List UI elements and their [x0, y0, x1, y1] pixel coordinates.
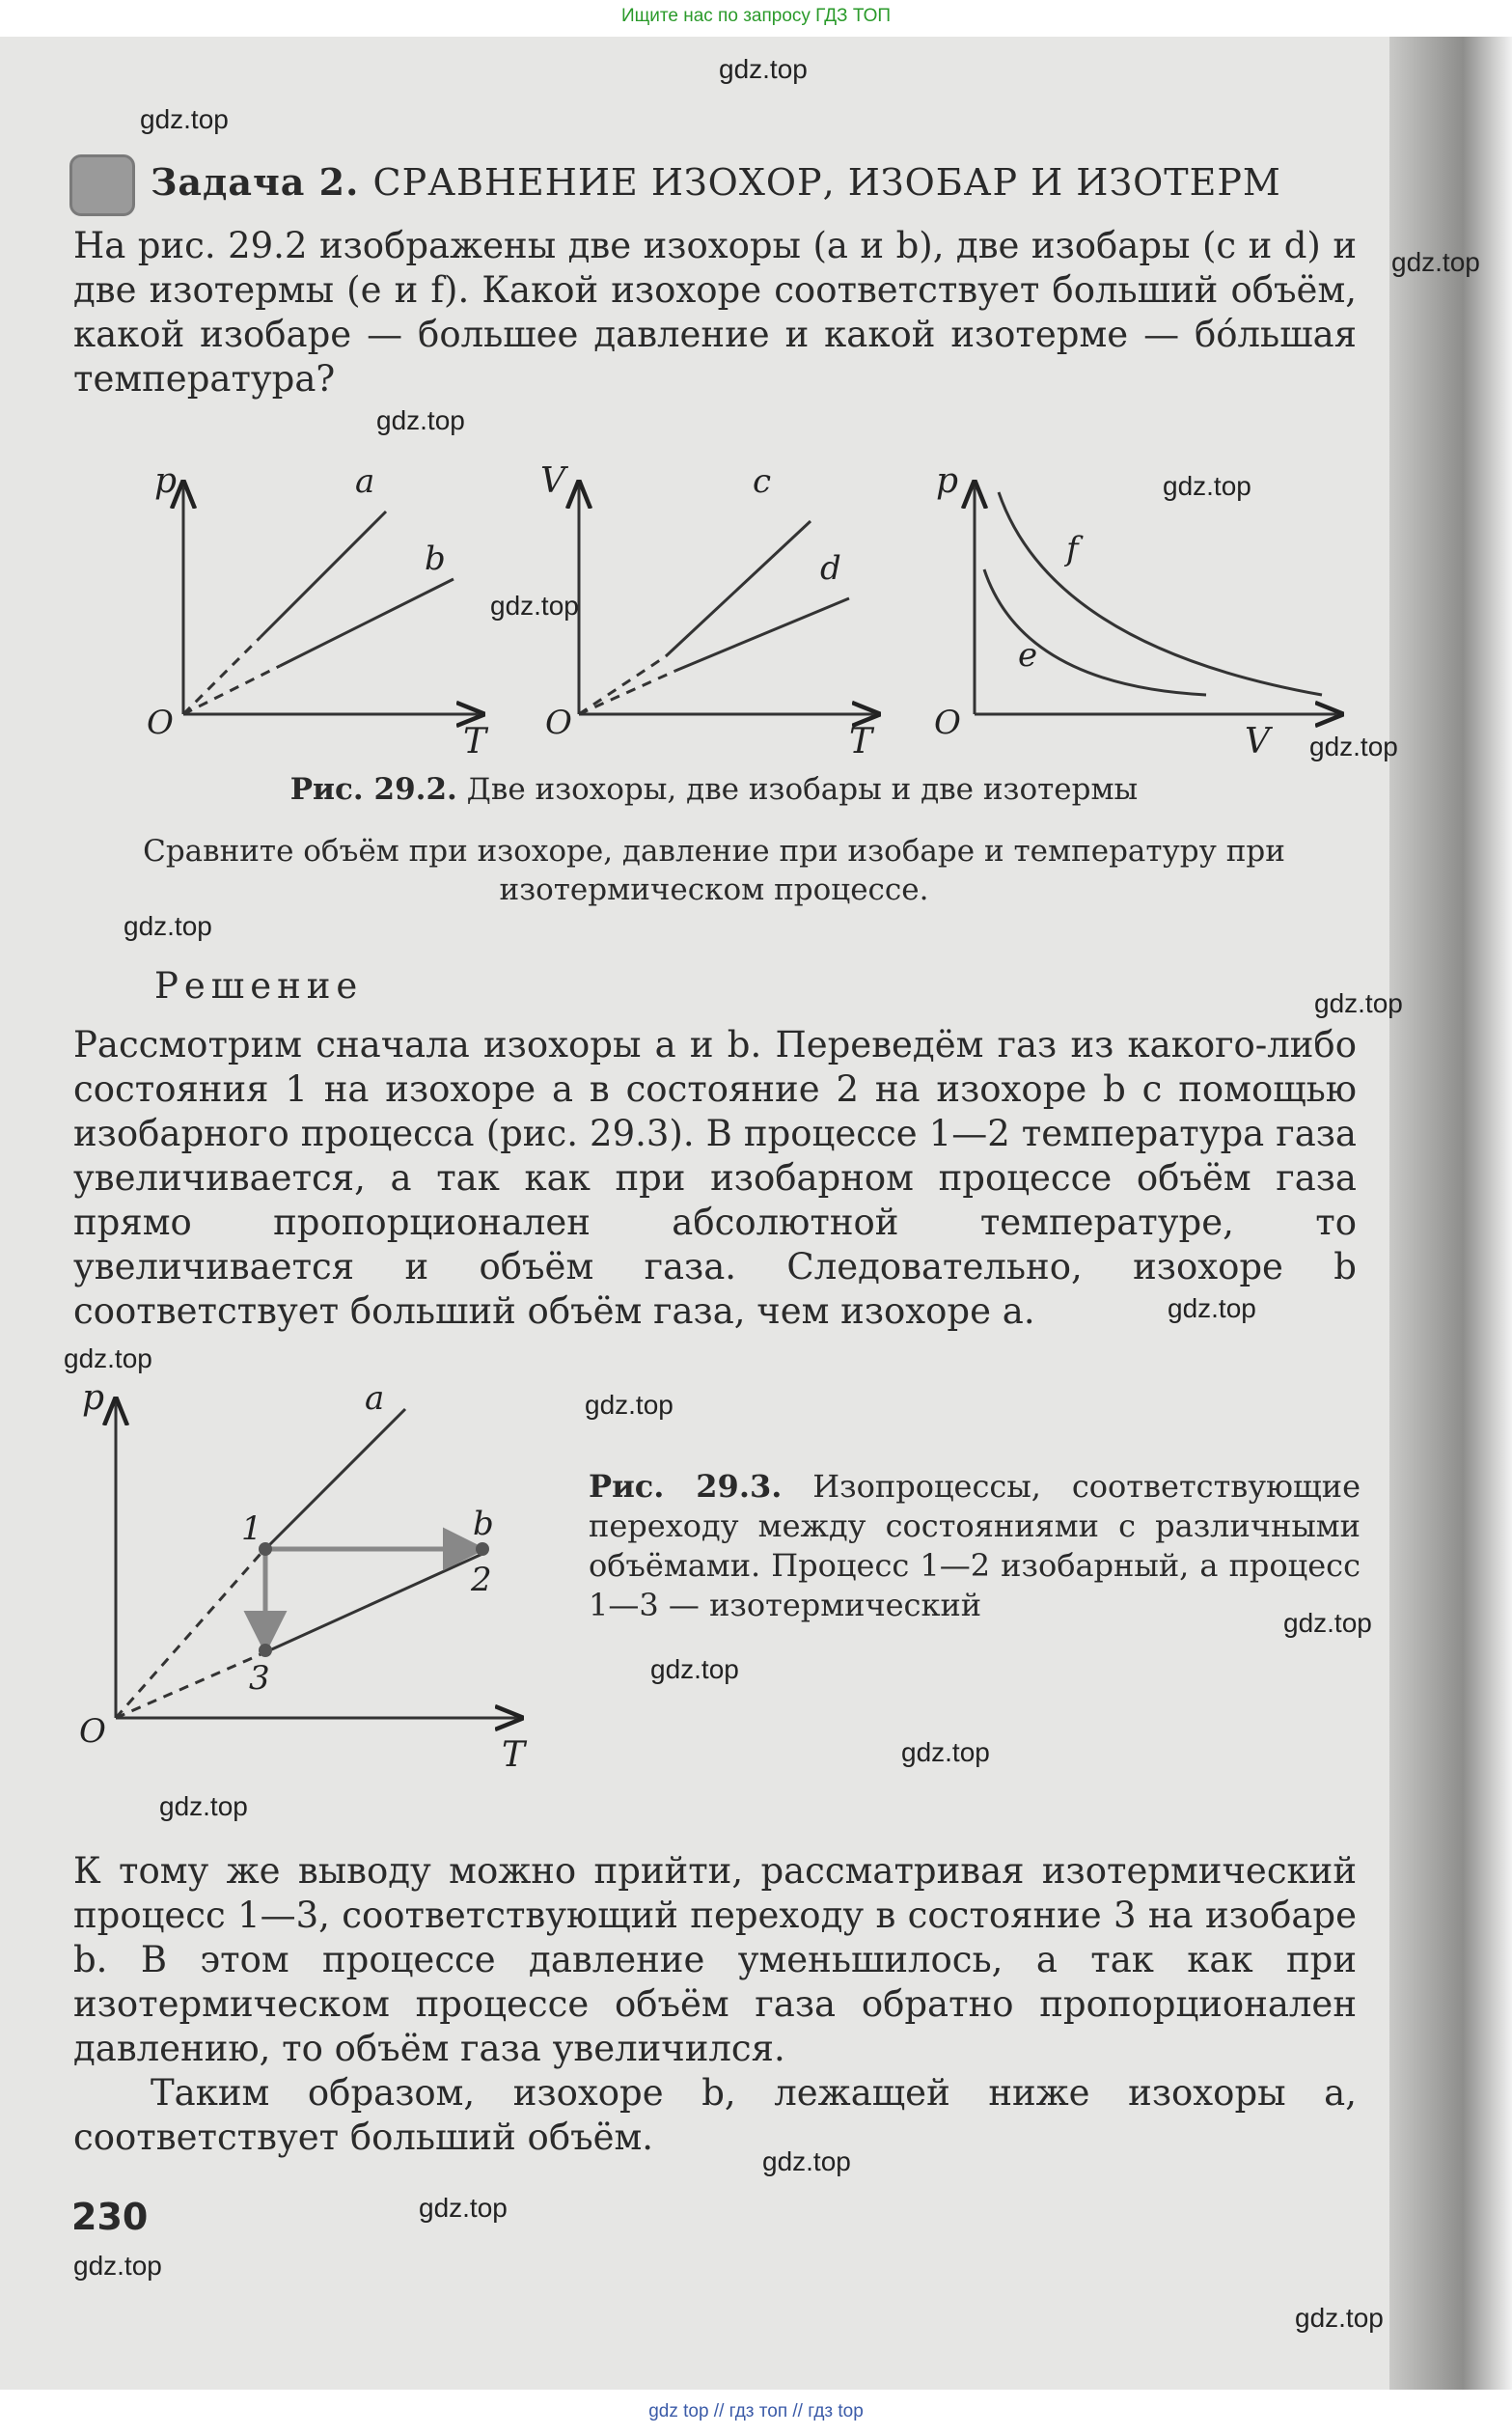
line-b-label: b — [425, 540, 446, 578]
watermark: gdz.top — [73, 2251, 162, 2281]
figure-29-3-caption-text: Изопроцессы, соответствующие переходу между состояниями с различными объёмами. Процесс 1—2 изобарный, а процесс 1—3 — изотермический — [589, 1468, 1361, 1623]
solution-paragraph-3: Таким образом, изохоре b, лежащей ниже изохоры a, соответствует больший объём. — [73, 2072, 1357, 2158]
fig3-line-a-label: a — [365, 1380, 385, 1418]
task-header — [69, 154, 1362, 216]
watermark: gdz.top — [719, 54, 808, 84]
watermark: gdz.top — [140, 104, 229, 134]
graph3-origin: O — [934, 704, 961, 742]
fig3-y-label: p — [82, 1380, 105, 1418]
solution-paragraph-2: К тому же выводу можно прийти, рассматривая изотермический процесс 1—3, соответствующий переходу в состояние 3 на изобаре b. В этом процессе давление уменьшилось, а так как при изотермическом процессе объём газа обратно пропорционален давлению, то объём газа увеличился. — [73, 1850, 1357, 2069]
point-3-label: 3 — [249, 1659, 270, 1698]
curve-e-label: e — [1018, 636, 1038, 675]
watermark: gdz.top — [1163, 471, 1251, 501]
top-banner[interactable]: Ищите нас по запросу ГДЗ ТОП — [620, 6, 892, 26]
watermark: gdz.top — [1283, 1608, 1372, 1638]
figure-29-2 — [135, 454, 1361, 772]
graph-isochores — [147, 461, 489, 761]
graph2-x-label: T — [849, 722, 873, 761]
figure-29-3-caption — [589, 1467, 1361, 1625]
graph1-origin: O — [147, 704, 174, 742]
graph-isobars — [540, 461, 878, 761]
watermark: gdz.top — [490, 591, 579, 621]
watermark: gdz.top — [159, 1791, 248, 1821]
fig3-origin: O — [79, 1712, 106, 1751]
watermark: gdz.top — [901, 1737, 990, 1767]
figure-29-2-caption — [193, 770, 1235, 809]
watermark: gdz.top — [64, 1343, 152, 1373]
curve-f-label: f — [1066, 530, 1079, 568]
solution-paragraph-1: Рассмотрим сначала изохоры a и b. Переведём газ из какого-либо состояния 1 на изохоре a в состояние 2 на изохоре b с помощью изобарного процесса (рис. 29.3). В процессе 1—2 температура газа увеличивается, а так как при изобарном процессе объём газа прямо пропорционален абсолютной температуре, то увеличивается и объём газа. Следовательно, изохоре b соответствует больший объём газа, чем изохоре a. — [73, 1024, 1357, 1332]
watermark: gdz.top — [124, 911, 212, 941]
point-1-label: 1 — [241, 1509, 262, 1548]
hint-text: Сравните объём при изохоре, давление при изобаре и температуру при изотермическом процессе. — [143, 834, 1285, 907]
figure-29-3 — [58, 1380, 560, 1785]
task-label: Задача 2. — [151, 160, 360, 204]
watermark: gdz.top — [419, 2193, 508, 2223]
watermark: gdz.top — [762, 2146, 851, 2176]
watermark: gdz.top — [1295, 2303, 1384, 2333]
fig3-x-label: T — [502, 1735, 526, 1775]
graph2-y-label: V — [540, 461, 565, 501]
watermark: gdz.top — [1391, 247, 1480, 277]
graph1-x-label: T — [463, 722, 487, 761]
watermark: gdz.top — [1168, 1293, 1256, 1323]
fig3-line-b-label: b — [473, 1505, 494, 1543]
task-title — [151, 160, 1281, 204]
page-number: 230 — [71, 2196, 149, 2238]
page-edge-shadow — [1389, 37, 1512, 2390]
graph3-y-label: p — [936, 461, 959, 501]
graph3-x-label: V — [1245, 722, 1270, 761]
watermark: gdz.top — [1309, 732, 1398, 761]
watermark: gdz.top — [1314, 988, 1403, 1018]
watermark: gdz.top — [585, 1390, 674, 1420]
graph1-y-label: p — [154, 461, 178, 501]
line-c-label: c — [753, 462, 772, 501]
watermark: gdz.top — [650, 1654, 739, 1684]
bottom-banner[interactable]: gdz top // гдз топ // гдз top — [648, 2401, 864, 2421]
graph2-origin: O — [545, 704, 572, 742]
task-icon — [69, 154, 135, 216]
figure-29-2-caption-text: Две изохоры, две изобары и две изотермы — [466, 772, 1139, 807]
solution-heading: Решение — [154, 965, 364, 1007]
figure-29-3-caption-label: Рис. 29.3. — [589, 1468, 783, 1505]
task-text: На рис. 29.2 изображены две изохоры (a и b), две изобары (c и d) и две изотермы (e и f). Какой изохоре соответствует больший объём, какой изобаре — большее давление и какой изотерме — бо́льшая температура? — [73, 225, 1357, 400]
watermark: gdz.top — [376, 405, 465, 435]
line-d-label: d — [820, 549, 841, 588]
graph-isotherms — [934, 461, 1341, 761]
point-2-label: 2 — [471, 1561, 492, 1599]
line-a-label: a — [355, 462, 375, 501]
task-title-text: СРАВНЕНИЕ ИЗОХОР, ИЗОБАР И ИЗОТЕРМ — [372, 161, 1281, 204]
figure-29-2-caption-label: Рис. 29.2. — [289, 772, 457, 807]
